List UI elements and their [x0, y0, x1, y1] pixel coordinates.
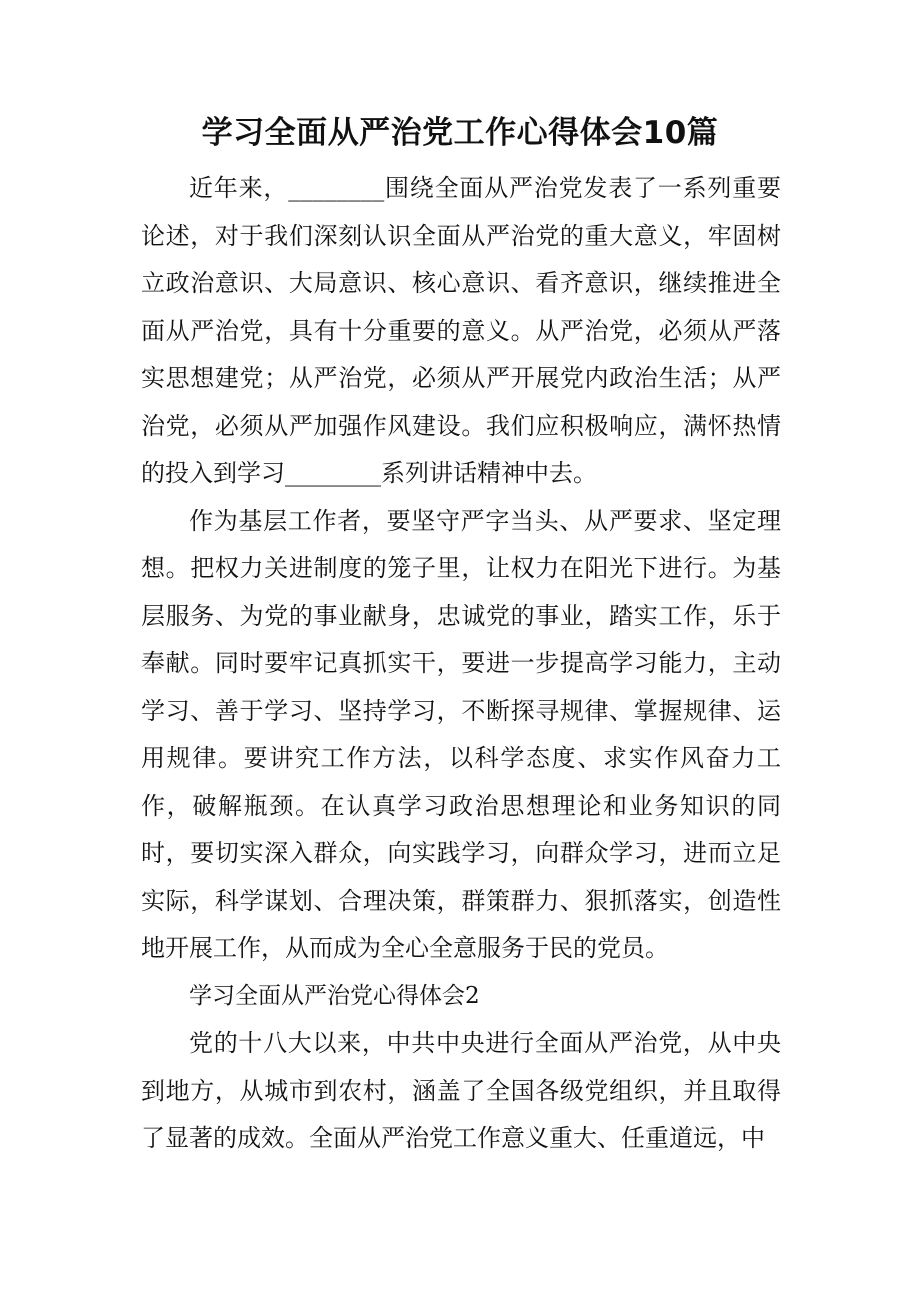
document-title: 学习全面从严治党工作心得体会10篇	[201, 115, 719, 151]
paragraph-2: 作为基层工作者，要坚守严字当头、从严要求、坚定理想。把权力关进制度的笼子里，让权力在阳光下进行。为基层服务、为党的事业献身，忠诚党的事业，踏实工作，乐于奉献。同时要牢记真抓实干，要进一步提高学习能力，主动学习、善于学习、坚持学习，不断探寻规律、掌握规律、运用规律。要讲究工作方法，以科学态度、求实作风奋力工作，破解瓶颈。在认真学习政治思想理论和业务知识的同时，要切实深入群众，向实践学习，向群众学习，进而立足实际，科学谋划、合理决策，群策群力、狠抓落实，创造性地开展工作，从而成为全心全意服务于民的党员。	[141, 506, 781, 962]
paragraph-1: 近年来，________围绕全面从严治党发表了一系列重要论述，对于我们深刻认识全面从严治党的重大意义，牢固树立政治意识、大局意识、核心意识、看齐意识，继续推进全面从严治党，具有十分重要的意义。从严治党，必须从严落实思想建党；从严治党，必须从严开展党内政治生活；从严治党，必须从严加强作风建设。我们应积极响应，满怀热情的投入到学习________系列讲话精神中去。	[141, 174, 781, 487]
document-body	[141, 165, 781, 1163]
section-2-paragraph: 党的十八大以来，中共中央进行全面从严治党，从中央到地方，从城市到农村，涵盖了全国各级党组织，并且取得了显著的成效。全面从严治党工作意义重大、任重道远，中	[141, 1029, 781, 1152]
section-2-heading: 学习全面从严治党心得体会2	[189, 982, 480, 1009]
